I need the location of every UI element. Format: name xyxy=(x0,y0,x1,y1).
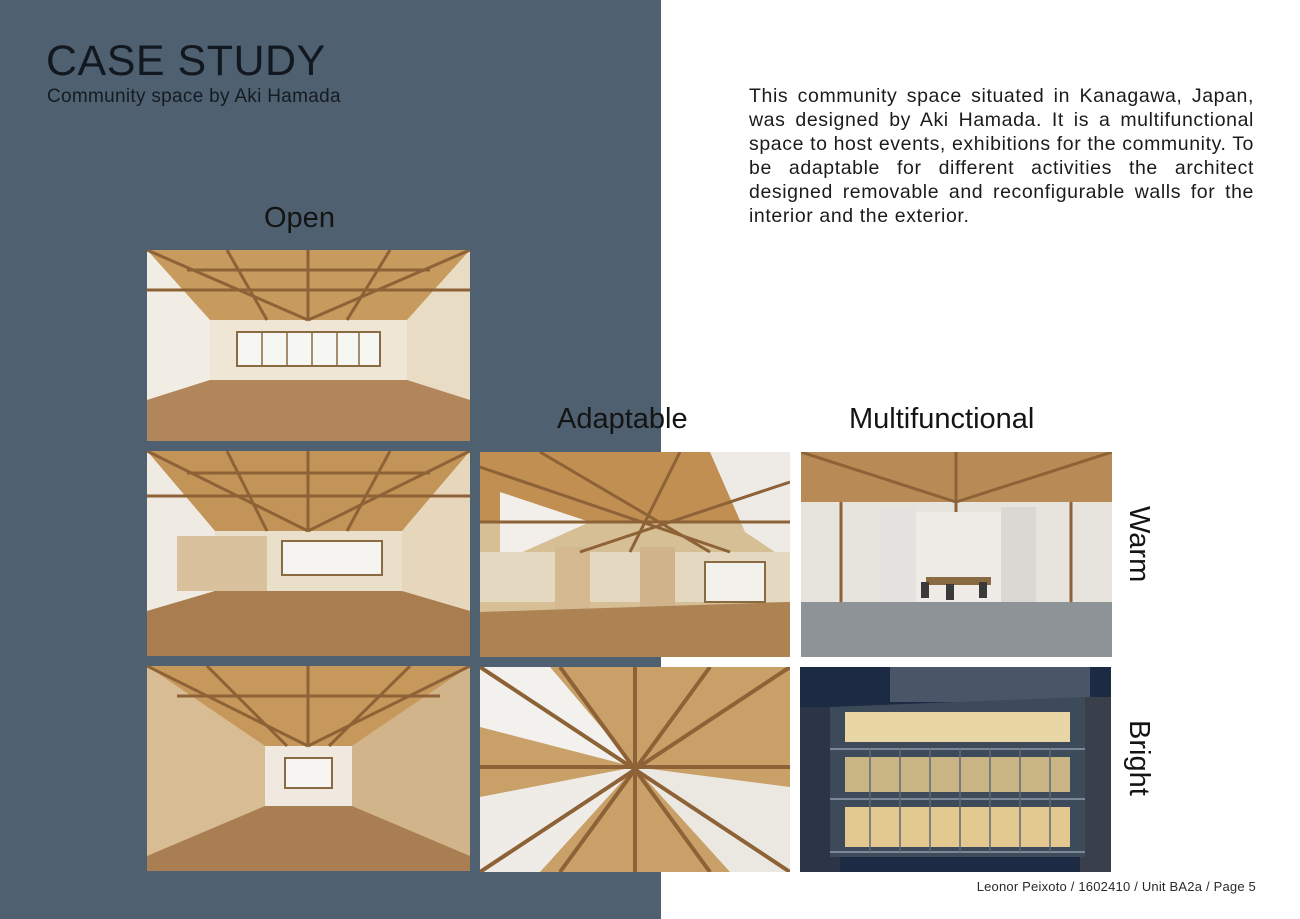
page-title: CASE STUDY xyxy=(46,37,326,85)
case-description: This community space situated in Kanagawa, Japan, was designed by Aki Hamada. It is a multifunctional space to host events, exhibitions for the community. To be adaptable for different activities the architect designed removable and reconfigurable walls for the interior and the exterior. xyxy=(749,85,1254,227)
label-warm: Warm xyxy=(1123,506,1155,583)
label-adaptable: Adaptable xyxy=(557,403,688,435)
photo-open-hall-partition xyxy=(147,451,470,656)
label-multifunctional: Multifunctional xyxy=(849,403,1035,435)
photo-adaptable-interior xyxy=(480,452,790,657)
page-footer: Leonor Peixoto / 1602410 / Unit BA2a / Page 5 xyxy=(976,879,1256,894)
photo-open-corridor xyxy=(147,666,470,871)
page-subtitle: Community space by Aki Hamada xyxy=(47,86,341,107)
photo-roof-detail xyxy=(480,667,790,872)
photo-multifunctional-room xyxy=(801,452,1112,657)
photo-open-hall xyxy=(147,250,470,441)
label-bright: Bright xyxy=(1123,720,1155,796)
label-open: Open xyxy=(264,202,335,234)
photo-exterior-night xyxy=(800,667,1111,872)
